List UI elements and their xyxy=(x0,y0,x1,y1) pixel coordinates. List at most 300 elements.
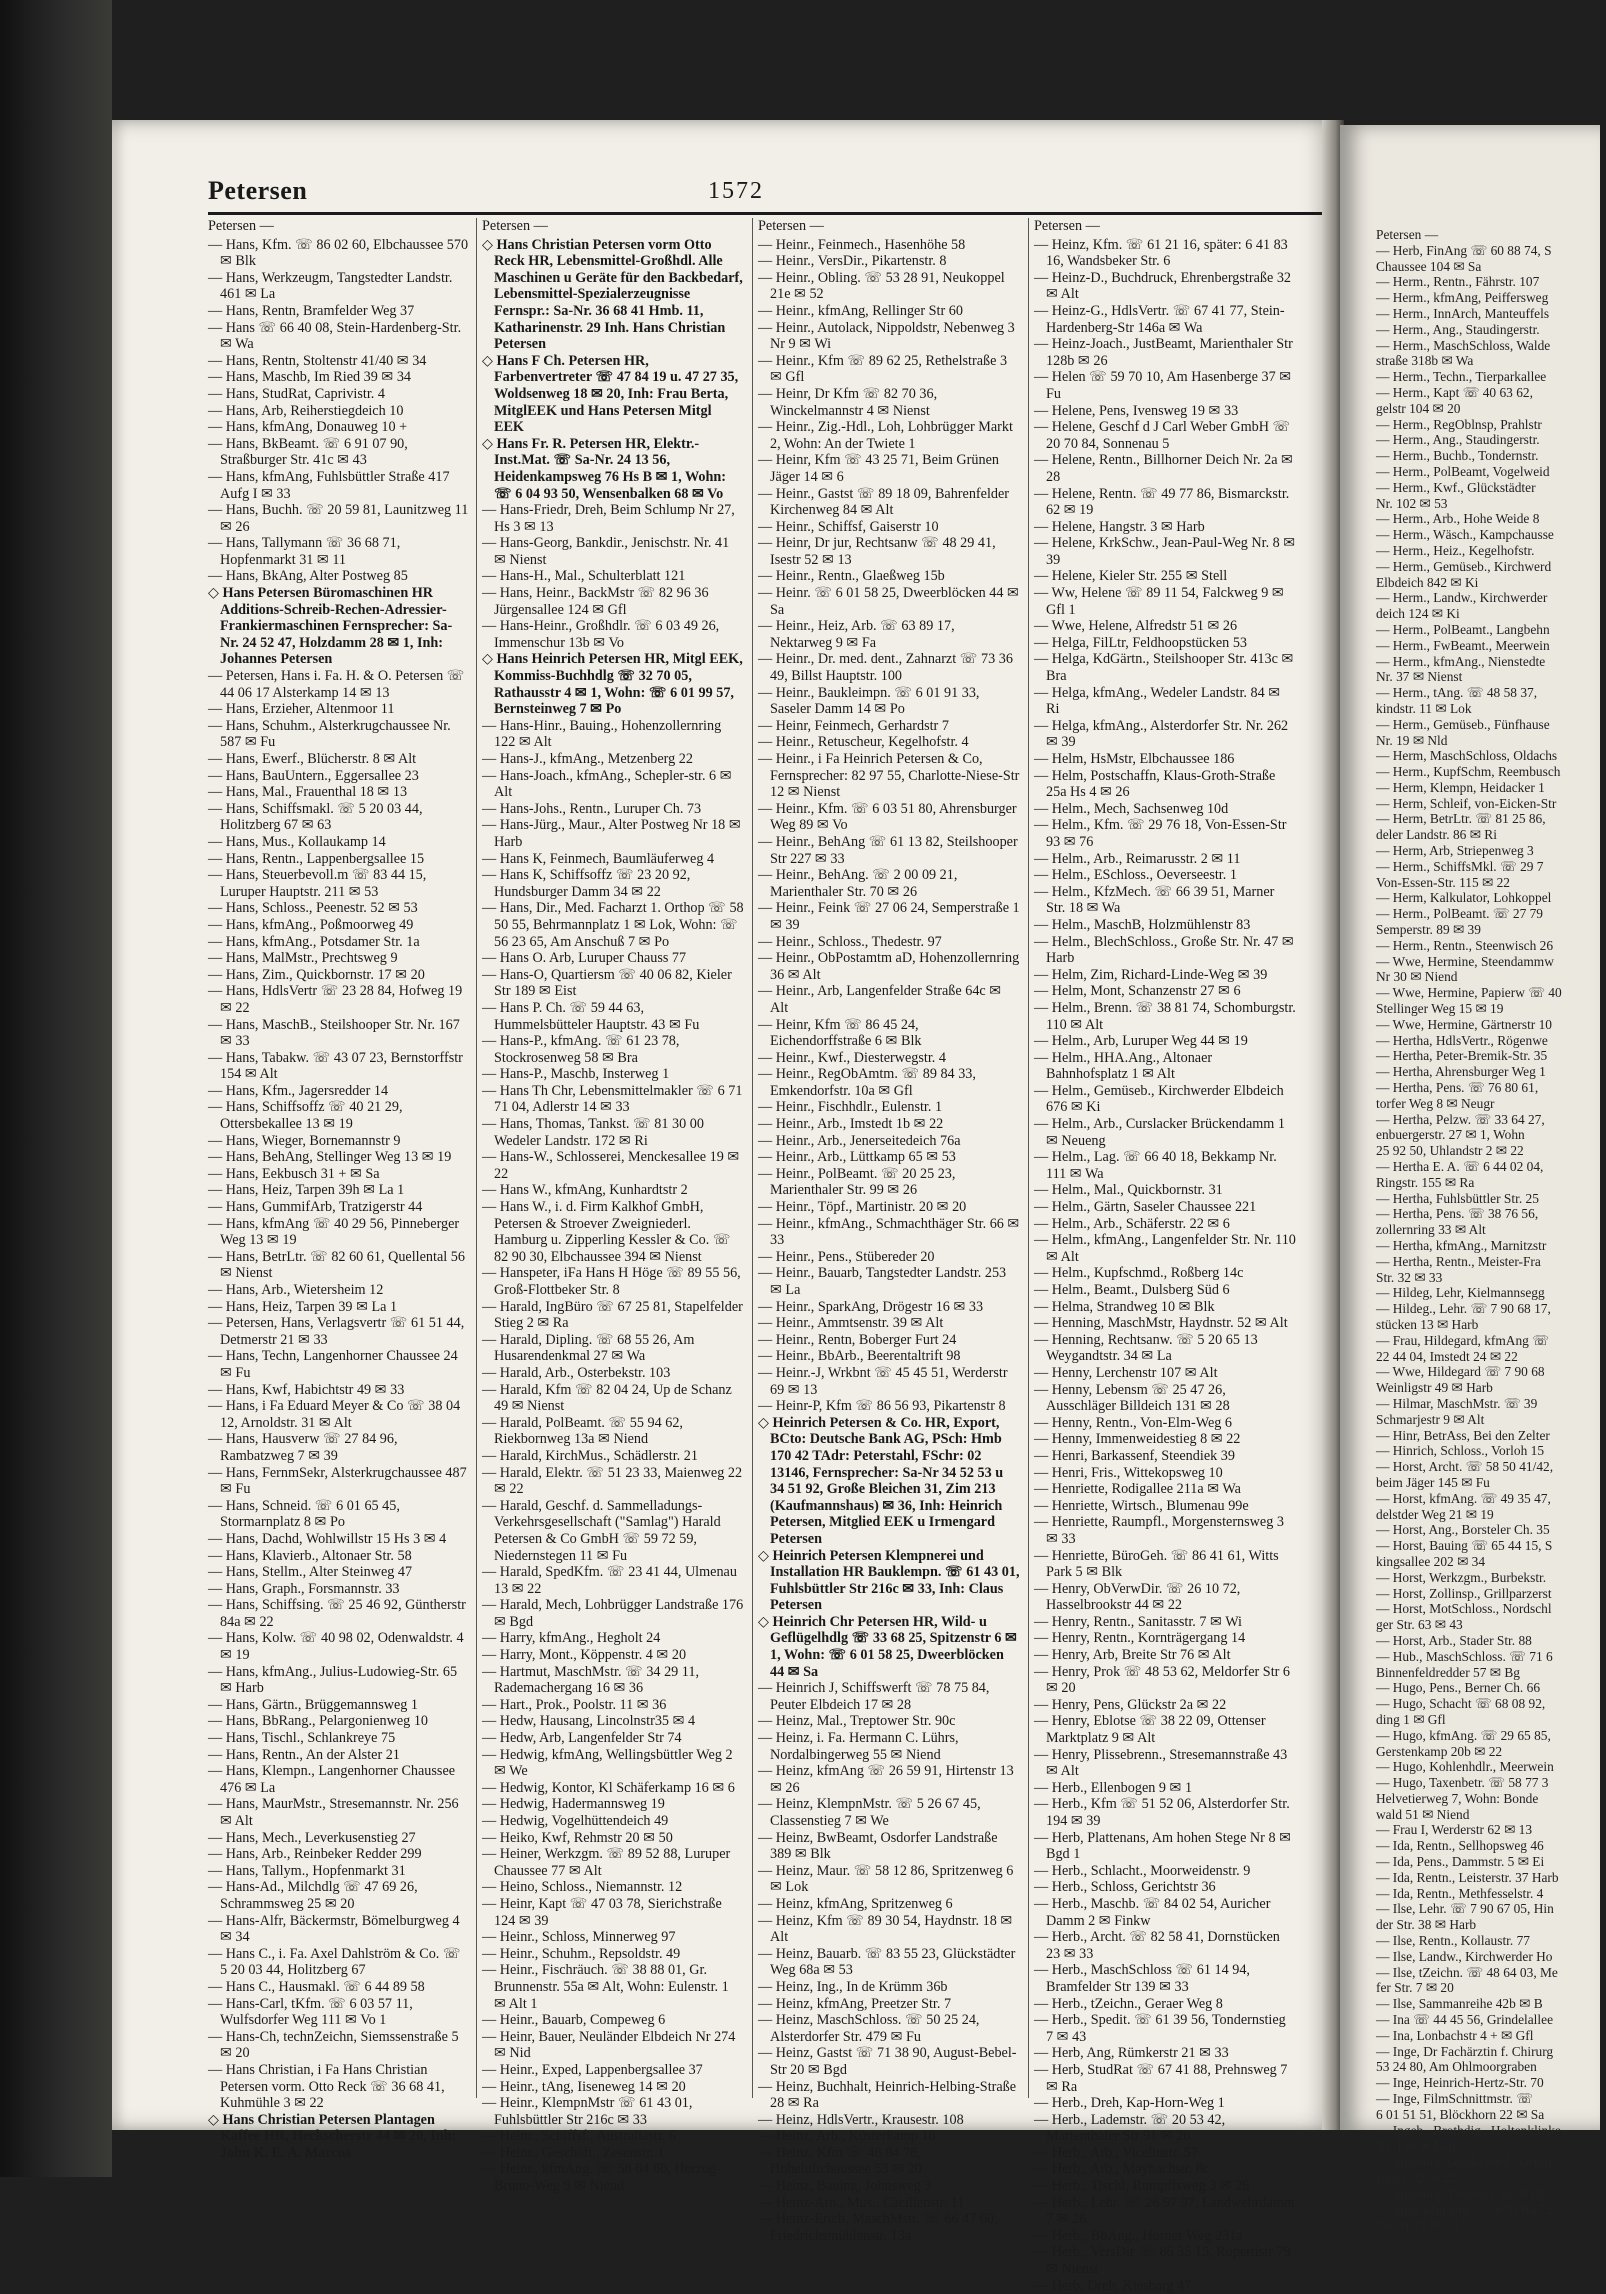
directory-entry: — Heinr., Rentn, Boberger Furt 24 xyxy=(758,1331,957,1348)
directory-entry: — Henriette, Wirtsch., Blumenau 99e xyxy=(1034,1497,1249,1514)
directory-entry: — Hans, Kwf, Habichtstr 49 ✉ 33 xyxy=(208,1381,405,1398)
directory-entry: — Helm., BlechSchloss., Große Str. Nr. 47 ✉ Harb xyxy=(1034,933,1294,967)
directory-entry: — Heinr., Arb., Imstedt 1b ✉ 22 xyxy=(758,1116,944,1133)
directory-entry: — Hans, Schuhm., Alsterkrugchaussee Nr. 587 ✉ Fu xyxy=(208,717,451,751)
directory-entry: — Heinr., Gastst ☏ 89 18 09, Bahrenfelder Kirchenweg 84 ✉ Alt xyxy=(758,485,1009,519)
directory-entry: — Herm., tAng. ☏ 48 58 37, xyxy=(1376,685,1538,701)
directory-entry: — Heinr., Arb, Langenfelder Straße 64c ✉ Alt xyxy=(758,983,1002,1016)
column-rule xyxy=(1028,218,1029,2098)
directory-entry: — Helm., Arb., Reimarusstr. 2 ✉ 11 xyxy=(1034,850,1241,867)
directory-entry: — Harald, KirchMus., Schädlerstr. 21 xyxy=(482,1447,698,1464)
column-head: Petersen — xyxy=(1034,218,1100,234)
directory-entry: ding 1 ✉ Gfl xyxy=(1376,1711,1446,1727)
directory-entry: — Hans, kfmAng, Fuhlsbüttler Straße 417 Aufg I ✉ 33 xyxy=(208,468,450,502)
directory-entry: — Heinr., SparkAng, Drögestr 16 ✉ 33 xyxy=(758,1298,984,1315)
directory-entry: Binnenfeldredder 57 ✉ Bg xyxy=(1376,1664,1520,1680)
directory-entry: — Heinr., Baukleimpn. ☏ 6 01 91 33, Saseler Damm 14 ✉ Po xyxy=(758,684,980,718)
directory-entry: — Heinz, kfmAng, Spritzenweg 6 xyxy=(758,1895,953,1912)
entry-list xyxy=(482,237,744,2195)
directory-entry: — Hans, kfmAng ☏ 40 29 56, Pinneberger Weg 13 ✉ 19 xyxy=(208,1215,460,1249)
directory-entry: — Hans, Kolw. ☏ 40 98 02, Odenwaldstr. 4 ✉ 19 xyxy=(208,1630,464,1664)
directory-entry: — Helga, kfmAng., Alsterdorfer Str. Nr. 262 ✉ 39 xyxy=(1034,717,1289,751)
directory-entry: — Heinr., Kfm ☏ 89 62 25, Rethelstraße 3 ✉ Gfl xyxy=(758,352,1008,386)
directory-entry: — Hans, kfmAng, Donauweg 10 + xyxy=(208,419,408,436)
directory-entry: — Herb., Tischl, Rumpffsweg 3 ✉ 26 xyxy=(1034,2178,1250,2195)
directory-entry: — Hans-P., Maschb, Insterweg 1 xyxy=(482,1066,670,1083)
directory-entry: — Herm, Arb, Striepenweg 3 xyxy=(1376,843,1534,859)
directory-entry: — Hans, Mus., Kollaukamp 14 xyxy=(208,833,386,850)
directory-entry: — Helm, Postschaffn, Klaus-Groth-Straße 25a Hs 4 ✉ 26 xyxy=(1034,767,1276,801)
directory-entry: — Hans, i Fa Eduard Meyer & Co ☏ 38 04 12, Arnoldstr. 31 ✉ Alt xyxy=(208,1398,461,1431)
column-rule xyxy=(476,218,477,2098)
directory-entry: — Heino, Schloss., Niemannstr. 12 xyxy=(482,1879,683,1896)
directory-entry: — Hugo, Pens., Berner Ch. 66 xyxy=(1376,1680,1541,1696)
directory-entry: — Hans-W., Schlosserei, Menckesallee 19 ✉ 22 xyxy=(482,1149,740,1182)
directory-entry: — Heinz-G., HdlsVertr. ☏ 67 41 77, Stein-Hardenberg-Str 146a ✉ Wa xyxy=(1034,302,1285,336)
directory-entry: — Ingo, kfmAng. ☏ 6 91 04 72, xyxy=(1376,2201,1556,2217)
column-rule xyxy=(752,218,753,2098)
directory-entry: — Hans, Steuerbevoll.m ☏ 83 44 15, Luruper Hauptstr. 211 ✉ 53 xyxy=(208,867,427,900)
directory-entry: — Hans, BkBeamt. ☏ 6 91 07 90, Straßburger Str. 41c ✉ 43 xyxy=(208,435,408,469)
directory-entry: — Hans, Erzieher, Altenmoor 11 xyxy=(208,701,395,718)
directory-entry: — Frau, Hildegard, kfmAng ☏ xyxy=(1376,1332,1549,1348)
directory-entry: — Henri, Barkassenf, Steendiek 39 xyxy=(1034,1447,1235,1464)
directory-entry: — Hugo, Schacht ☏ 68 08 92, xyxy=(1376,1696,1546,1712)
directory-entry: — Herm., RegOblnsp, Prahlstr xyxy=(1376,416,1542,432)
directory-entry: — Hertha, kfmAng., Marnitzstr xyxy=(1376,1238,1547,1253)
directory-entry: — Herm., PolBeamt., Langbehn xyxy=(1376,621,1550,637)
directory-entry: — Hans-P., kfmAng. ☏ 61 23 78, Stockrosenweg 58 ✉ Bra xyxy=(482,1033,680,1066)
directory-entry: — Inge, Dr Fachärztin f. Chirurg xyxy=(1376,2043,1554,2059)
directory-entry: — Herm., Buchb., Tondernstr. xyxy=(1376,448,1539,464)
directory-entry: — Wwe, Hermine, Steendammw xyxy=(1376,953,1554,969)
directory-entry: — Heinr., Schloss, Minnerweg 97 xyxy=(482,1929,676,1946)
directory-entry: — Herb., MaschSchloss ☏ 61 14 94, Bramfelder Str 139 ✉ 33 xyxy=(1034,1962,1250,1995)
directory-entry: — Helene, Geschf d J Carl Weber GmbH ☏ 20 70 84, Sonnenau 5 xyxy=(1034,419,1291,452)
directory-entry: — Herm, MaschSchloss, Oldachs xyxy=(1376,748,1558,764)
directory-entry: Semperstr. 89 ✉ 39 xyxy=(1376,922,1481,938)
directory-entry: — Heinr, Kapt ☏ 47 03 78, Sierichstraße 124 ✉ 39 xyxy=(482,1895,722,1929)
directory-entry: — Hans, MaurMstr., Stresemannstr. Nr. 256 ✉ Alt xyxy=(208,1796,459,1829)
directory-entry: kindstr. 11 ✉ Lok xyxy=(1376,700,1472,716)
directory-entry: — Heinrich J, Schiffswerft ☏ 78 75 84, Peuter Elbdeich 17 ✉ 28 xyxy=(758,1680,990,1713)
directory-entry: — Herm., Heiz., Kegelhofstr. xyxy=(1376,542,1535,558)
directory-entry: — Herm., Gemüseb., Fünfhause xyxy=(1376,716,1550,732)
directory-entry: — Hans, Arb, Reiherstiegdeich 10 xyxy=(208,402,404,419)
directory-entry: — Hans, StudRat, Caprivistr. 4 xyxy=(208,385,385,402)
directory-entry: — Herb., Kfm ☏ 51 52 06, Alsterdorfer Str. 194 ✉ 39 xyxy=(1034,1796,1290,1829)
column-head: Petersen — xyxy=(482,218,548,234)
directory-entry: — Heiko, Kwf, Rehmstr 20 ✉ 50 xyxy=(482,1829,673,1846)
directory-entry: — Heinr., BehAng. ☏ 2 00 09 21, Marienthaler Str. 70 ✉ 26 xyxy=(758,867,958,900)
directory-entry: — Henry, Rentn., Kornträgergang 14 xyxy=(1034,1630,1246,1647)
directory-entry: — Hans, Mech., Leverkusenstieg 27 xyxy=(208,1829,416,1846)
directory-entry: — Heinr, Dr jur, Rechtsanw ☏ 48 29 41, Isestr 52 ✉ 13 xyxy=(758,535,996,568)
directory-page xyxy=(112,120,1340,2294)
directory-entry: — Helga, kfmAng., Wedeler Landstr. 84 ✉ Ri xyxy=(1034,684,1281,718)
directory-entry: — Hans C., i. Fa. Axel Dahlström & Co. ☏ 5 20 03 44, Holitzberg 67 xyxy=(208,1945,461,1979)
directory-entry: deich 124 ✉ Ki xyxy=(1376,606,1460,622)
directory-entry: — Hans, BetrLtr. ☏ 82 60 61, Quellental 56 ✉ Nienst xyxy=(208,1248,465,1282)
directory-entry: — Hans, FernmSekr, Alsterkrugchaussee 487 ✉ Fu xyxy=(208,1464,467,1498)
directory-entry: zollernring 33 ✉ Alt xyxy=(1376,1222,1486,1238)
directory-entry: — Herb, Plattenans, Am hohen Stege Nr 8 ✉ Bgd 1 xyxy=(1034,1829,1291,1863)
directory-entry: — Hertha, Pens. ☏ 76 80 61, xyxy=(1376,1080,1539,1096)
book-spine-shadow xyxy=(0,0,112,2177)
column-head: Petersen — xyxy=(208,218,274,234)
directory-entry: — Herb., tZeichn., Geraer Weg 8 xyxy=(1034,1995,1223,2012)
directory-entry: — Hans, Eekbusch 31 + ✉ Sa xyxy=(208,1165,380,1182)
directory-entry: — Heinr, Kfm ☏ 43 25 71, Beim Grünen Jäger 14 ✉ 6 xyxy=(758,452,999,485)
directory-entry: — Henriette, Rodigallee 211a ✉ Wa xyxy=(1034,1481,1241,1498)
directory-entry: — Helm., KfzMech. ☏ 66 39 51, Marner Str. 18 ✉ Wa xyxy=(1034,883,1275,917)
directory-entry: — Helen ☏ 59 70 10, Am Hasenberge 37 ✉ Fu xyxy=(1034,369,1292,402)
directory-entry: — Hans-O, Quartiersm ☏ 40 06 82, Kieler Str 189 ✉ Eist xyxy=(482,966,732,1000)
directory-entry: — Heinr., Schuhm., Repsoldstr. 49 xyxy=(482,1945,681,1962)
directory-entry: — Harald, Kfm ☏ 82 04 24, Up de Schanz 49 ✉ Nienst xyxy=(482,1381,732,1415)
directory-entry: — Heinz, Gastst ☏ 71 38 90, August-Bebel-Str 20 ✉ Bgd xyxy=(758,2045,1017,2078)
directory-entry: — Hans, Rentn, Bramfelder Weg 37 xyxy=(208,302,415,319)
directory-entry: — Horst, kfmAng. ☏ 49 35 47, xyxy=(1376,1490,1551,1506)
directory-entry: — Herb., Lehr. ☏ 26 97 97, Landwehrdamm 7 ✉ 26 xyxy=(1034,2194,1295,2228)
directory-entry: — Heinr., Autolack, Nippoldstr, Nebenweg 3 Nr 9 ✉ Wi xyxy=(758,319,1015,353)
directory-entry: enbuergerstr. 27 ✉ 1, Wohn xyxy=(1376,1127,1525,1143)
column-head: Petersen — xyxy=(758,218,824,234)
directory-entry: — Herm., Rentn., Fährstr. 107 xyxy=(1376,274,1540,290)
directory-entry: — Heinr., Heiz, Arb. ☏ 63 89 17, Nektarweg 9 ✉ Fa xyxy=(758,618,955,651)
facing-page-column xyxy=(1376,227,1606,2233)
directory-entry: — Helm., Mal., Quickbornstr. 31 xyxy=(1034,1182,1223,1199)
directory-entry: — Helm., Arb., Curslacker Brückendamm 1 ✉ Neueng xyxy=(1034,1116,1285,1149)
directory-entry: — Hans, Klempn., Langenhorner Chaussee 476 ✉ La xyxy=(208,1763,456,1796)
directory-entry: — Hart., Prok., Poolstr. 11 ✉ 36 xyxy=(482,1696,667,1713)
directory-entry: — Heinz, BwBeamt, Osdorfer Landstraße 389 ✉ Blk xyxy=(758,1829,998,1863)
directory-entry: — Heinr., Zig.-Hdl., Loh, Lohbrügger Markt 2, Wohn: An der Twiete 1 xyxy=(758,419,1013,452)
directory-entry: — Helma, Strandweg 10 ✉ Blk xyxy=(1034,1298,1215,1315)
directory-entry: — Hans P. Ch. ☏ 59 44 63, Hummelsbütteler Hauptstr. 43 ✉ Fu xyxy=(482,999,700,1033)
directory-entry: — Helm., Kfm. ☏ 29 76 18, Von-Essen-Str 93 ✉ 76 xyxy=(1034,817,1287,850)
directory-entry: Str. 32 ✉ 33 xyxy=(1376,1269,1443,1285)
directory-entry: — Ilse, Sammanreihe 42b ✉ B xyxy=(1376,1996,1543,2012)
directory-entry: ◇ Hans Christian Petersen Plantagen Kaffee HR, Heckscherstr 44 ✉ 20, Inh: John K. E. A. Marcus xyxy=(208,2111,457,2161)
directory-entry: — Hans, kfmAng., Julius-Ludowieg-Str. 65 ✉ Harb xyxy=(208,1663,458,1697)
directory-entry: — Heinz, Kfm. ☏ 61 21 16, später: 6 41 83 16, Wandsbeker Str. 6 xyxy=(1034,236,1288,270)
directory-entry: — Herm., Techn., Tierparkallee xyxy=(1376,369,1547,385)
directory-entry: — Henny, Rentn., Von-Elm-Weg 6 xyxy=(1034,1414,1232,1431)
directory-entry: gelstr 104 ✉ 20 xyxy=(1376,400,1461,416)
directory-entry: — Ina ☏ 44 45 56, Grindelallee xyxy=(1376,2012,1554,2028)
directory-entry: — Herb, Dreh, Kiesbarg 47 xyxy=(1034,2277,1192,2294)
directory-entry: — Helm., Arb, Luruper Weg 44 ✉ 19 xyxy=(1034,1033,1248,1050)
directory-entry: — Heinr., Feinmech., Hasenhöhe 58 xyxy=(758,236,966,253)
directory-entry: wald 51 ✉ Niend xyxy=(1376,1806,1470,1822)
directory-entry: — Hans, Arb., Wietersheim 12 xyxy=(208,1282,384,1298)
directory-entry: — Heinr., KlempnMstr ☏ 61 43 01, Fuhlsbüttler Str 216c ✉ 33 xyxy=(482,2095,693,2128)
directory-entry: — Herm, Kalkulator, Lohkoppel xyxy=(1376,890,1552,906)
directory-entry: — Herb, Ang, Rümkerstr 21 ✉ 33 xyxy=(1034,2045,1229,2062)
directory-entry: — Helm., Arb., Schäferstr. 22 ✉ 6 xyxy=(1034,1215,1230,1232)
directory-entry: — Hans, Wieger, Bornemannstr 9 xyxy=(208,1132,401,1149)
directory-entry: — Hans-H., Mal., Schulterblatt 121 xyxy=(482,568,686,585)
directory-entry: — Wwe, Hildegard ☏ 7 90 68 xyxy=(1376,1364,1545,1380)
directory-entry: — Hans, Stellm., Alter Steinweg 47 xyxy=(208,1564,413,1581)
directory-entry: — Herm., Rentn., Steenwisch 26 xyxy=(1376,937,1554,953)
directory-entry: Von-Essen-Str. 115 ✉ 22 xyxy=(1376,874,1510,890)
directory-entry: Weinligstr 49 ✉ Harb xyxy=(1376,1380,1493,1396)
directory-entry: — Herb., Dreh, Kap-Horn-Weg 1 xyxy=(1034,2095,1225,2112)
directory-entry: Nr. 37 ✉ Nienst xyxy=(1376,669,1463,685)
directory-entry: Nr. 19 ✉ Nld xyxy=(1376,732,1448,748)
directory-entry: — Harald, Elektr. ☏ 51 23 33, Maienweg 22 ✉ 22 xyxy=(482,1464,743,1498)
directory-entry: — Heinz-Joach., JustBeamt, Marienthaler Str 128b ✉ 26 xyxy=(1034,336,1293,369)
directory-entry: — Henning, Rechtsanw. ☏ 5 20 65 13 Weygandtstr. 34 ✉ La xyxy=(1034,1331,1258,1365)
directory-entry: — Heinr., i Fa Heinrich Petersen & Co, Fernsprecher: 82 97 55, Charlotte-Niese-Str 12 ✉ Nienst xyxy=(758,751,1020,801)
directory-entry: — Helene, Rentn. ☏ 49 77 86, Bismarckstr. 62 ✉ 19 xyxy=(1034,485,1290,519)
facing-page xyxy=(1340,125,1600,2233)
directory-entry: — Herb, StudRat ☏ 67 41 88, Prehnsweg 7 ✉ Ra xyxy=(1034,2061,1288,2095)
directory-entry: beim Jäger 145 ✉ Fu xyxy=(1376,1474,1490,1490)
directory-entry: — Ilse, tZeichn. ☏ 48 64 03, Me xyxy=(1376,1964,1558,1980)
directory-entry: — Hans Christian, i Fa Hans Christian Petersen vorm. Otto Reck ☏ 36 68 41, Kuhmühle 3 ✉ 22 xyxy=(208,2061,445,2112)
directory-entry: — Ilse, Lehr. ☏ 7 90 67 05, Hin xyxy=(1376,1901,1554,1917)
directory-entry: Helvetierweg 7, Wohn: Bonde xyxy=(1376,1790,1539,1806)
directory-entry: ◇ Heinrich Chr Petersen HR, Wild- u Geflügelhdlg ☏ 33 68 25, Spitzenstr 6 ✉ 1, Wohn: ☏ 6 01 58 25, Dweerblöcken 44 ✉ Sa xyxy=(758,1613,1017,1680)
directory-entry: — Herb., Schlacht., Moorweidenstr. 9 xyxy=(1034,1862,1251,1879)
directory-entry: — Heinz-Arn., Mus., Cäcilienstr. 11 xyxy=(758,2194,965,2211)
directory-entry: — Hans, Hausverw ☏ 27 84 96, Rambatzweg 7 ✉ 39 xyxy=(208,1431,398,1464)
directory-entry: — Hans K, Schiffsoffz ☏ 23 20 92, Hundsburger Damm 34 ✉ 22 xyxy=(482,867,691,900)
directory-entry: — Hans C., Hausmakl. ☏ 6 44 89 58 xyxy=(208,1978,425,1995)
directory-entry: — Hans, kfmAng., Potsdamer Str. 1a xyxy=(208,933,420,950)
directory-entry: — Heinr, Bauer, Neuländer Elbdeich Nr 274 ✉ Nid xyxy=(482,2028,736,2062)
directory-entry: — Herm., Wäsch., Kampchausse xyxy=(1376,527,1554,543)
directory-entry: — Heinz-D., Buchdruck, Ehrenbergstraße 32 ✉ Alt xyxy=(1034,269,1292,303)
directory-entry: — Heinz, HdlsVertr., Krausestr. 108 xyxy=(758,2111,964,2128)
directory-entry: — Henny, Immenweidestieg 8 ✉ 22 xyxy=(1034,1431,1241,1448)
directory-entry: — Heinr., Obling. ☏ 53 28 91, Neukoppel 21e ✉ 52 xyxy=(758,269,1005,303)
directory-entry: — Harry, Mont., Köppenstr. 4 ✉ 20 xyxy=(482,1647,687,1664)
directory-entry: — Heinr.-J, Wrkbnt ☏ 45 45 51, Werderstr 69 ✉ 13 xyxy=(758,1364,1008,1398)
directory-entry: — Heinr., Rentn., Glaeßweg 15b xyxy=(758,568,945,585)
directory-entry: — Heinr., BehAng ☏ 61 13 82, Steilshooper Str 227 ✉ 33 xyxy=(758,833,1018,867)
directory-entry: — Ina, Lonbachstr 4 + ✉ Gfl xyxy=(1376,2027,1534,2043)
directory-entry: — Hildeg., Lehr. ☏ 7 90 68 17, xyxy=(1376,1301,1551,1317)
directory-entry: — Heinr., Arb., Lüttkamp 65 ✉ 53 xyxy=(758,1149,956,1166)
directory-entry: — Henry, ObVerwDir. ☏ 26 10 72, Hasselbrookstr 44 ✉ 22 xyxy=(1034,1580,1241,1614)
directory-entry: — Horst, Ang., Borsteler Ch. 35 xyxy=(1376,1522,1550,1538)
directory-entry: — Henry, Pens, Glückstr 2a ✉ 22 xyxy=(1034,1696,1227,1713)
directory-entry: — Hans, Kfm., Jagersredder 14 xyxy=(208,1082,389,1099)
directory-entry: — Heinr., Schiffsf, Gaiserstr 10 xyxy=(758,518,939,535)
directory-entry: — Heinz, MaschSchloss. ☏ 50 25 24, Alsterdorfer Str. 479 ✉ Fu xyxy=(758,2012,980,2045)
directory-entry: — Herb., Archt. ☏ 82 58 41, Dornstücken 23 ✉ 33 xyxy=(1034,1929,1280,1962)
directory-entry: ◇ Hans Fr. R. Petersen HR, Elektr.-Inst.Mat. ☏ Sa-Nr. 24 13 56, Heidenkampsweg 76 Hs B ✉ 1, Wohn: ☏ 6 04 93 50, Wensenbalken 68 ✉ Vo xyxy=(482,435,726,502)
directory-entry: — Helene, Pens, Ivensweg 19 ✉ 33 xyxy=(1034,402,1239,419)
directory-entry: — Heinr., Schloss., Thedestr. 97 xyxy=(758,933,942,950)
directory-entry: — Ingeb., Brothdig., Holtenklinke xyxy=(1376,2122,1561,2138)
directory-entry: — Henry, Plissebrenn., Stresemannstraße 43 ✉ Alt xyxy=(1034,1746,1288,1780)
directory-entry: — Hans, Ewerf., Blücherstr. 8 ✉ Alt xyxy=(208,751,417,767)
directory-entry: torfer Weg 8 ✉ Neugr xyxy=(1376,1095,1495,1111)
directory-entry: — Hugo, Kohlenhdlr., Meerwein xyxy=(1376,1759,1554,1775)
directory-entry: — Hedwig, kfmAng, Wellingsbüttler Weg 2 ✉ We xyxy=(482,1746,733,1780)
directory-entry: — Hans, Rentn., An der Alster 21 xyxy=(208,1746,400,1763)
directory-entry: — Hedw, Arb, Langenfelder Str 74 xyxy=(482,1730,682,1747)
directory-entry: delstder Weg 21 ✉ 19 xyxy=(1376,1506,1494,1522)
directory-entry: — Inge, FilmSchnittmstr. ☏ xyxy=(1376,2091,1533,2107)
directory-entry: — Herb., Arb., Vicelinstr. 57 xyxy=(1034,2144,1198,2161)
directory-entry: — Hans, Zim., Quickbornstr. 17 ✉ 20 xyxy=(208,966,425,983)
directory-entry: — Hans-Johs., Rentn., Luruper Ch. 73 xyxy=(482,800,702,817)
directory-entry: — Heinr., Retuscheur, Kegelhofstr. 4 xyxy=(758,734,969,751)
directory-entry: — Hans O. Arb, Luruper Chauss 77 xyxy=(482,950,687,967)
directory-entry: — Hans, BauUntern., Eggersallee 23 xyxy=(208,767,419,784)
directory-entry: straße 318b ✉ Wa xyxy=(1376,353,1474,369)
directory-entry: — Helm, Zim, Richard-Linde-Weg ✉ 39 xyxy=(1034,966,1268,983)
directory-entry: — Helm., Mech, Sachsenweg 10d xyxy=(1034,800,1229,817)
directory-entry: — Henry, Prok ☏ 48 53 62, Meldorfer Str 6 ✉ 20 xyxy=(1034,1663,1291,1697)
directory-entry: — Heinz, Kfm ☏ 89 30 54, Haydnstr. 18 ✉ Alt xyxy=(758,1912,1013,1946)
directory-entry: — Heinr., PolBeamt. ☏ 20 25 23, Marienthaler Str. 99 ✉ 26 xyxy=(758,1165,956,1199)
directory-entry: — Hans, Tallym., Hopfenmarkt 31 xyxy=(208,1862,406,1879)
directory-entry: — Herm., Kapt ☏ 40 63 62, xyxy=(1376,384,1533,400)
directory-entry: — Heinz, kfmAng ☏ 26 59 91, Hirtenstr 13 ✉ 26 xyxy=(758,1763,1014,1796)
directory-entry: — Ida, Rentn., Methfesselstr. 4 xyxy=(1376,1885,1544,1901)
directory-entry: — Hans, Arb., Reinbeker Redder 299 xyxy=(208,1846,422,1863)
directory-entry: — Helm., kfmAng., Langenfelder Str. Nr. 110 ✉ Alt xyxy=(1034,1232,1296,1265)
directory-entry: — Herb., Arb., Maybachstr. 8c xyxy=(1034,2161,1210,2178)
directory-entry: — Hans K, Feinmech, Baumläuferweg 4 xyxy=(482,850,715,867)
directory-entry: — Henri, Fris., Wittekopsweg 10 xyxy=(1034,1464,1223,1481)
directory-entry: ◇ Hans Christian Petersen vorm Otto Reck HR, Lebensmittel-Großhdl. Alle Maschinen u Geräte für den Backbedarf, Lebensmittel-Spezialerzeugnisse Fernspr.: Sa-Nr. 36 68 41 Hmb. 11, Katharinenstr. 29 Inh. Hans Christian Petersen xyxy=(482,236,743,353)
directory-entry: — Helm., Beamt., Dulsberg Süd 6 xyxy=(1034,1282,1230,1298)
directory-entry: — Heinr., Feink ☏ 27 06 24, Semperstraße 1 ✉ 39 xyxy=(758,900,1020,933)
directory-entry: — Hertha, Ahrensburger Weg 1 xyxy=(1376,1064,1546,1080)
directory-entry: — Hans, kfmAng., Poßmoorweg 49 xyxy=(208,916,414,933)
directory-entry: — Herm., KupfSchm, Reembusch xyxy=(1376,764,1561,780)
directory-entry: — Herm., MaschSchloss, Walde xyxy=(1376,337,1551,353)
directory-entry: — Heinr., Exped, Lappenbergsallee 37 xyxy=(482,2061,703,2078)
directory-entry: — Heinr., Bauarb, Tangstedter Landstr. 253 ✉ La xyxy=(758,1265,1007,1298)
directory-entry: — Hans, Schiffsmakl. ☏ 5 20 03 44, Holitzberg 67 ✉ 63 xyxy=(208,800,423,834)
directory-entry: deler Landstr. 86 ✉ Ri xyxy=(1376,827,1497,843)
directory-entry: — Heinr., Arb., Jenerseitedeich 76a xyxy=(758,1132,961,1149)
directory-entry: stücken 13 ✉ Harb xyxy=(1376,1316,1479,1332)
directory-entry: — Wwe, Helene, Alfredstr 51 ✉ 26 xyxy=(1034,618,1238,635)
directory-entry: — Henry, Rentn., Sanitasstr. 7 ✉ Wi xyxy=(1034,1613,1242,1630)
directory-entry: — Hans, Tischl., Schlankreye 75 xyxy=(208,1730,396,1747)
directory-entry: — Hans, BehAng, Stellinger Weg 13 ✉ 19 xyxy=(208,1149,452,1166)
directory-entry: — Ida, Pens., Dammstr. 5 ✉ Ei xyxy=(1376,1854,1545,1870)
directory-entry: — Hans, Dachd, Wohlwillstr 15 Hs 3 ✉ 4 xyxy=(208,1530,447,1547)
directory-entry: — Ida, Rentn., Leisterstr. 37 Harb xyxy=(1376,1869,1559,1885)
directory-entry: — Herb., Schloss, Gerichtstr 36 xyxy=(1034,1879,1216,1896)
directory-entry: — Hertha E. A. ☏ 6 44 02 04, xyxy=(1376,1159,1544,1175)
directory-entry: — Harald, PolBeamt. ☏ 55 94 62, Riekbornweg 13a ✉ Niend xyxy=(482,1414,683,1448)
directory-entry: — Hans, Dir., Med. Facharzt 1. Orthop ☏ 58 50 55, Behrmannplatz 1 ✉ Lok, Wohn: ☏ 56 23 65, Am Anschuß 7 ✉ Po xyxy=(482,900,744,950)
entry-list xyxy=(208,237,470,2162)
directory-entry: — Heinr., Bauarb, Compeweg 6 xyxy=(482,2012,666,2029)
directory-entry: — Hertha, Peter-Bremik-Str. 35 xyxy=(1376,1048,1548,1064)
directory-entry: — Helga, KdGärtn., Steilshooper Str. 413c ✉ Bra xyxy=(1034,651,1294,685)
directory-entry: — Ida, Rentn., Sellhopsweg 46 xyxy=(1376,1838,1544,1854)
directory-entry: — Hans, Gärtn., Brüggemannsweg 1 xyxy=(208,1696,419,1713)
directory-entry: — Herm., Ang., Staudingerstr. xyxy=(1376,432,1540,448)
directory-entry: — Hans Th Chr, Lebensmittelmakler ☏ 6 71 71 04, Adlerstr 14 ✉ 33 xyxy=(482,1082,743,1116)
directory-entry: — Horst, Arb., Stader Str. 88 xyxy=(1376,1632,1532,1648)
directory-entry: — Helm., Gemüseb., Kirchwerder Elbdeich 676 ✉ Ki xyxy=(1034,1082,1284,1116)
directory-entry: — Wwe, Hermine, Gärtnerstr 10 xyxy=(1376,1016,1553,1032)
directory-entry: — Hugo, kfmAng. ☏ 29 65 85, xyxy=(1376,1727,1551,1743)
directory-entry: — Henny, Lebensm ☏ 25 47 26, Ausschläger Billdeich 131 ✉ 28 xyxy=(1034,1381,1230,1415)
directory-entry: — Hans, Kfm. ☏ 86 02 60, Elbchaussee 570 ✉ Blk xyxy=(208,236,469,270)
directory-entry: — Hertha, Rentn., Meister-Fra xyxy=(1376,1253,1541,1269)
directory-entry: — Hans-Georg, Bankdir., Jenischstr. Nr. 41 ✉ Nienst xyxy=(482,535,730,568)
directory-entry: 22 44 04, Imstedt 24 ✉ 22 xyxy=(1376,1348,1518,1364)
directory-entry: — Helm., Brenn. ☏ 38 81 74, Schomburgstr. 110 ✉ Alt xyxy=(1034,999,1296,1033)
directory-entry: — Wwe, Hermine, Papierw ☏ 40 xyxy=(1376,985,1562,1001)
column-1 xyxy=(208,218,470,2161)
entry-list xyxy=(1034,237,1296,2294)
directory-entry: — Herm., FwBeamt., Meerwein xyxy=(1376,637,1550,653)
directory-entry: — Herm., SchiffsMkl. ☏ 29 7 xyxy=(1376,858,1544,874)
directory-entry: — Heinz, Maur. ☏ 58 12 86, Spritzenweg 6 ✉ Lok xyxy=(758,1862,1014,1896)
directory-entry: — Hans, Rentn, Stoltenstr 41/40 ✉ 34 xyxy=(208,352,427,369)
page-number: 1572 xyxy=(708,178,764,204)
directory-entry: — Inge, Heinrich-Hertz-Str. 70 xyxy=(1376,2075,1544,2091)
directory-entry: — Hans ☏ 66 40 08, Stein-Hardenberg-Str. ✉ Wa xyxy=(208,319,462,353)
directory-entry: — Heinz-Erich, MaschMstr. ☏ 66 47 60, Friedrichsmühlenstr. 13a xyxy=(758,2211,998,2244)
column-3 xyxy=(758,218,1020,2244)
directory-entry: — Herm., Ang., Staudingerstr. xyxy=(1376,321,1540,337)
directory-entry: Gerstenkamp 20b ✉ 22 xyxy=(1376,1743,1503,1759)
directory-entry: 53 24 80, Am Ohlmoorgraben xyxy=(1376,2059,1537,2075)
directory-entry: — Hans-Joach., kfmAng., Schepler-str. 6 ✉ Alt xyxy=(482,767,732,801)
directory-entry: — Helm., MaschB, Holzmühlenstr 83 xyxy=(1034,916,1251,933)
directory-entry: — Helm., Lag. ☏ 66 40 18, Bekkamp Nr. 111 ✉ Wa xyxy=(1034,1149,1277,1182)
directory-entry: — Hans, Schiffsoffz ☏ 40 21 29, Ottersbekallee 13 ✉ 19 xyxy=(208,1099,403,1133)
directory-entry: — Hans-Ad., Milchdlg ☏ 47 69 26, Schrammsweg 25 ✉ 20 xyxy=(208,1879,418,1912)
directory-entry: Nr 30 ✉ Niend xyxy=(1376,969,1458,985)
directory-entry: — Horst, Archt. ☏ 58 50 41/42, xyxy=(1376,1459,1554,1475)
directory-entry: — Heinr-P, Kfm ☏ 86 56 93, Pikartenstr 8 xyxy=(758,1398,1006,1415)
directory-entry: — Heinr., Kwf., Diesterwegstr. 4 xyxy=(758,1049,946,1066)
directory-entry: — Heinr., VersDir., Pikartenstr. 8 xyxy=(758,253,947,270)
directory-entry: — Hinrich, Schloss., Vorloh 15 xyxy=(1376,1443,1545,1459)
directory-entry: — Henning, MaschMstr, Haydnstr. 52 ✉ Alt xyxy=(1034,1315,1288,1332)
directory-entry: — Horst, MotSchloss., Nordschl xyxy=(1376,1601,1552,1617)
column-head: Petersen — xyxy=(1376,227,1439,242)
directory-entry: — Hans, Graph., Forsmannstr. 33 xyxy=(208,1580,400,1597)
directory-entry: — Herb., BbAng., Horner Weg 231a xyxy=(1034,2227,1243,2244)
directory-entry: — Heinr., Kfm. ☏ 6 03 51 80, Ahrensburger Weg 89 ✉ Vo xyxy=(758,800,1017,834)
directory-entry: — Hans, Schneid. ☏ 6 01 65 45, Stormarnplatz 8 ✉ Po xyxy=(208,1497,400,1531)
directory-entry: — Ilse, Landw., Kirchwerder Ho xyxy=(1376,1948,1553,1964)
directory-entry: — Hans, HdlsVertr ☏ 23 28 84, Hofweg 19 ✉ 22 xyxy=(208,983,463,1016)
directory-entry: — Hans, Heinr., BackMstr ☏ 82 96 36 Jürgensallee 124 ✉ Gfl xyxy=(482,585,709,618)
directory-entry: — Heinr. ☏ 6 01 58 25, Dweerblöcken 44 ✉ Sa xyxy=(758,585,1019,618)
directory-entry: — Helm, Mont, Schanzenstr 27 ✉ 6 xyxy=(1034,983,1241,1000)
directory-entry: kingsallee 202 ✉ 34 xyxy=(1376,1553,1486,1569)
directory-entry: — Hedwig, Kontor, Kl Schäferkamp 16 ✉ 6 xyxy=(482,1779,735,1796)
directory-entry: — Harald, Arb., Osterbekstr. 103 xyxy=(482,1364,671,1381)
directory-entry: zerstr. 32 ✉ 22 xyxy=(1376,2170,1457,2186)
directory-entry: — Ilse, Rentn., Kollaustr. 77 xyxy=(1376,1933,1530,1949)
directory-entry: — Hans, Klavierb., Altonaer Str. 58 xyxy=(208,1547,412,1564)
entry-list xyxy=(758,237,1020,2245)
directory-entry: — Herm., Arb., Hohe Weide 8 xyxy=(1376,511,1540,527)
directory-entry: — Hedw, Hausang, Lincolnstr35 ✉ 4 xyxy=(482,1713,696,1730)
